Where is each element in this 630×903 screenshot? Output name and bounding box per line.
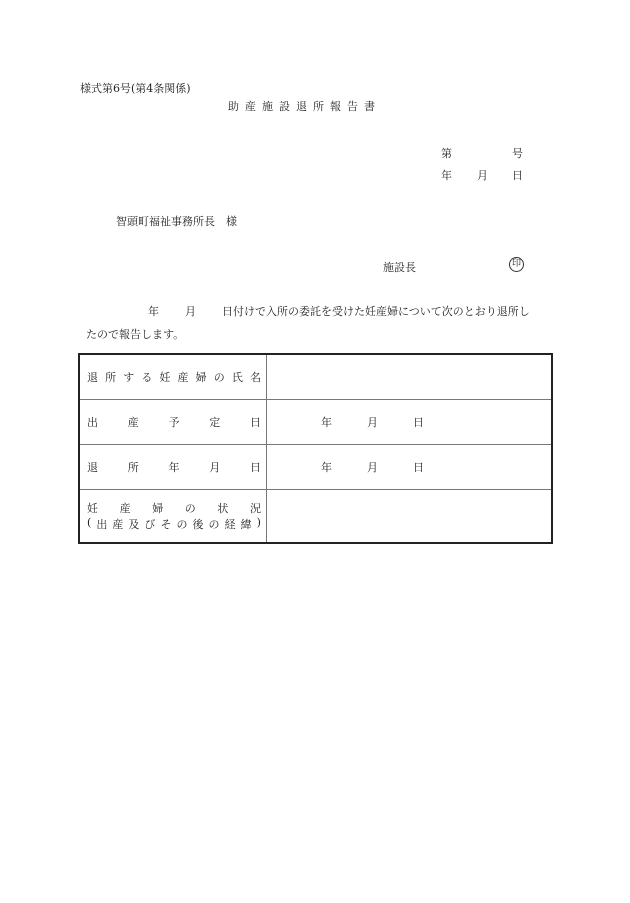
header-year-label: 年 xyxy=(441,169,452,182)
body-text-line1: 日付けで入所の委託を受けた妊産婦について次のとおり退所し xyxy=(222,305,530,318)
header-day-label: 日 xyxy=(512,169,523,182)
table-row-condition xyxy=(79,489,552,543)
facility-head-label: 施設長 xyxy=(383,261,416,274)
number-prefix: 第 xyxy=(441,147,452,160)
label-name: 退 所 す る 妊 産 婦 の 氏 名 xyxy=(79,354,267,399)
table-row-name xyxy=(79,354,552,399)
body-month-label: 月 xyxy=(185,305,196,318)
year-label: 年 xyxy=(321,460,332,474)
body-year-label: 年 xyxy=(148,305,159,318)
day-label: 日 xyxy=(413,415,424,429)
number-suffix: 号 xyxy=(512,147,523,160)
seal-icon: 印 xyxy=(509,257,524,272)
value-condition-field[interactable] xyxy=(267,489,553,543)
month-label: 月 xyxy=(367,415,378,429)
value-discharge-date[interactable] xyxy=(267,444,553,489)
value-expected-birth-date[interactable] xyxy=(267,399,553,444)
label-discharge-date: 退 所 年 月 日 xyxy=(79,444,267,489)
addressee: 智頭町福祉事務所長 様 xyxy=(116,215,237,228)
table-row-expected-birth xyxy=(79,399,552,444)
label-condition: 妊 産 婦 の 状 況 ( 出 産 及 び そ の 後 の 経 緯 ) xyxy=(79,489,267,543)
body-text-line2: たので報告します。 xyxy=(86,328,185,341)
year-label: 年 xyxy=(321,415,332,429)
header-month-label: 月 xyxy=(477,169,488,182)
form-number: 様式第6号(第4条関係) xyxy=(80,82,191,95)
month-label: 月 xyxy=(367,460,378,474)
report-table xyxy=(78,353,553,544)
day-label: 日 xyxy=(413,460,424,474)
label-expected-birth-date: 出 産 予 定 日 xyxy=(79,399,267,444)
document-title: 助産施設退所報告書 xyxy=(228,100,381,113)
value-name-field[interactable] xyxy=(267,354,553,399)
table-row-discharge-date xyxy=(79,444,552,489)
